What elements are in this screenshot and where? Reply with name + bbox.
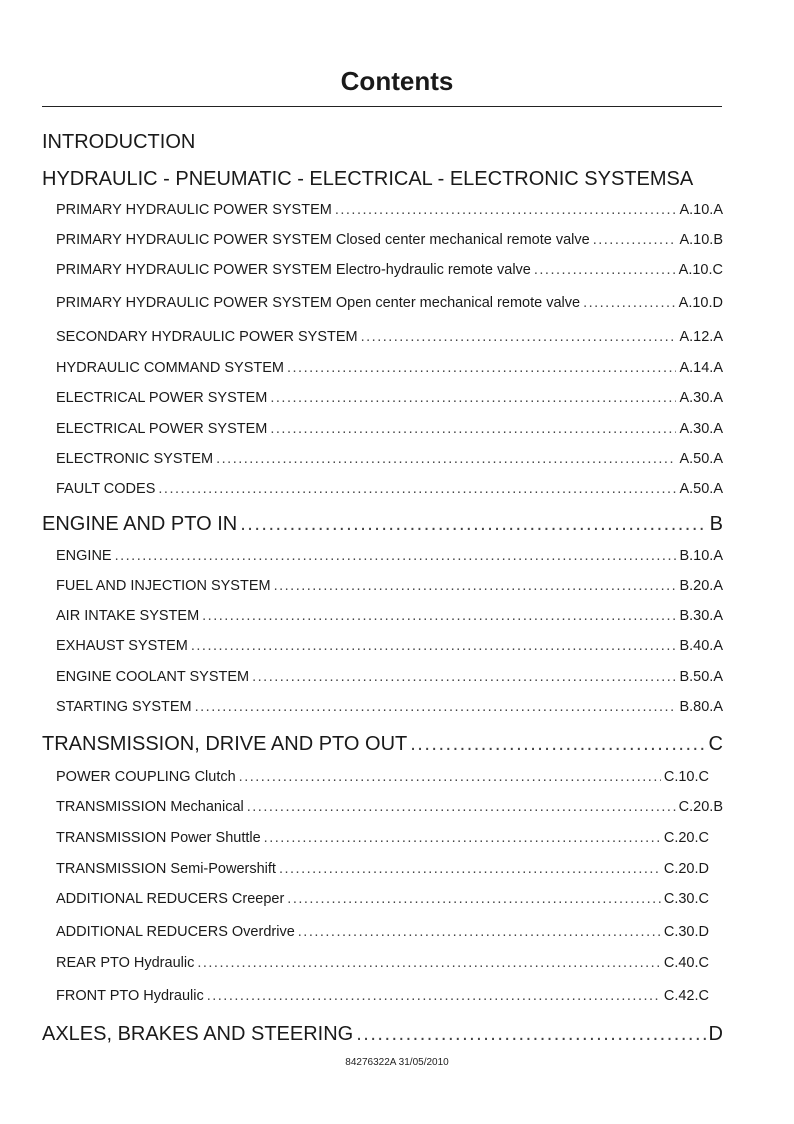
toc-entry[interactable] <box>56 451 723 467</box>
dot-leader <box>240 513 706 536</box>
toc-entry-code: B.30.A <box>679 608 723 624</box>
toc-entry-code: B.10.A <box>679 548 723 564</box>
toc-entry-code: C.20.B <box>678 799 723 815</box>
toc-section[interactable] <box>42 733 723 756</box>
toc-entry-label: PRIMARY HYDRAULIC POWER SYSTEM Open center mechanical remote valve <box>56 295 581 311</box>
dot-leader <box>195 699 677 715</box>
dot-leader <box>239 769 661 785</box>
toc-entry-label: ELECTRONIC SYSTEM <box>56 451 214 467</box>
dot-leader <box>202 608 676 624</box>
toc-entry-label: ENGINE <box>56 548 112 564</box>
toc-entry-code: A.50.A <box>679 451 723 467</box>
toc-entry[interactable] <box>56 669 723 685</box>
dot-leader <box>158 481 676 497</box>
toc-entry[interactable] <box>56 390 723 406</box>
toc-entry-code: A.10.B <box>679 232 723 248</box>
toc-entry-code: C.10.C <box>663 769 709 785</box>
toc-entry-code: C.20.C <box>663 830 709 846</box>
toc-entry[interactable] <box>56 638 723 654</box>
toc-entry-code: B.40.A <box>679 638 723 654</box>
toc-entry-code: A.50.A <box>679 481 723 497</box>
toc-entry[interactable] <box>56 924 723 940</box>
toc-entry[interactable] <box>56 578 723 594</box>
toc-entry-label: TRANSMISSION, DRIVE AND PTO OUT <box>42 733 408 755</box>
toc-entry[interactable] <box>56 262 723 278</box>
toc-entry-label: EXHAUST SYSTEM <box>56 638 188 654</box>
toc-entry-code: C.40.C <box>663 955 709 971</box>
toc-entry[interactable] <box>56 861 723 877</box>
toc-entry[interactable] <box>56 988 723 1004</box>
dot-leader <box>287 891 661 907</box>
toc-entry[interactable] <box>56 891 723 907</box>
toc-entry-code: A.10.D <box>678 295 723 311</box>
toc-entry-label: HYDRAULIC - PNEUMATIC - ELECTRICAL - ELECTRONIC SYSTEMSA <box>42 168 694 190</box>
dot-leader <box>279 861 661 877</box>
toc-entry-label: ELECTRICAL POWER SYSTEM <box>56 421 268 437</box>
toc-entry-label: INTRODUCTION <box>42 131 196 153</box>
dot-leader <box>274 578 677 594</box>
toc-entry-label: PRIMARY HYDRAULIC POWER SYSTEM Electro-hydraulic remote valve <box>56 262 531 278</box>
toc-entry-label: FAULT CODES <box>56 481 156 497</box>
dot-leader <box>270 390 676 406</box>
toc-entry-label: ELECTRICAL POWER SYSTEM <box>56 390 268 406</box>
toc-entry-label: POWER COUPLING Clutch <box>56 769 236 785</box>
dot-leader <box>197 955 661 971</box>
toc-section[interactable] <box>42 1023 723 1046</box>
toc-entry-code: B.50.A <box>679 669 723 685</box>
toc-entry-code: C <box>708 733 723 755</box>
toc-entry-label: STARTING SYSTEM <box>56 699 192 715</box>
toc-entry-code: A.10.A <box>679 202 723 218</box>
dot-leader <box>534 262 676 278</box>
toc-entry-label: PRIMARY HYDRAULIC POWER SYSTEM Closed center mechanical remote valve <box>56 232 590 248</box>
toc-entry-code: B <box>709 513 723 535</box>
toc-entry-label: ADDITIONAL REDUCERS Creeper <box>56 891 285 907</box>
toc-entry-label: ENGINE COOLANT SYSTEM <box>56 669 250 685</box>
toc-entry-code: A.10.C <box>678 262 723 278</box>
dot-leader <box>361 329 677 345</box>
toc-entry-label: FUEL AND INJECTION SYSTEM <box>56 578 271 594</box>
toc-entry-code: C.30.D <box>663 924 709 940</box>
toc-entry-label: ADDITIONAL REDUCERS Overdrive <box>56 924 295 940</box>
dot-leader <box>115 548 677 564</box>
toc-entry-code: A.30.A <box>679 421 723 437</box>
dot-leader <box>264 830 661 846</box>
toc-entry[interactable] <box>56 830 723 846</box>
toc-entry[interactable] <box>56 699 723 715</box>
toc-entry-code: D <box>708 1023 723 1045</box>
dot-leader <box>252 669 676 685</box>
toc-entry-label: TRANSMISSION Semi-Powershift <box>56 861 276 877</box>
title-rule <box>42 106 722 107</box>
toc-entry-code: A.14.A <box>679 360 723 376</box>
toc-entry-label: SECONDARY HYDRAULIC POWER SYSTEM <box>56 329 358 345</box>
toc-section[interactable] <box>42 131 723 154</box>
toc-entry-label: REAR PTO Hydraulic <box>56 955 195 971</box>
dot-leader <box>298 924 661 940</box>
dot-leader <box>356 1023 705 1046</box>
toc-entry[interactable] <box>56 360 723 376</box>
dot-leader <box>583 295 676 311</box>
dot-leader <box>593 232 677 248</box>
toc-entry-label: ENGINE AND PTO IN <box>42 513 238 535</box>
toc-entry-label: HYDRAULIC COMMAND SYSTEM <box>56 360 284 376</box>
toc-entry-label: TRANSMISSION Mechanical <box>56 799 244 815</box>
dot-leader <box>247 799 676 815</box>
dot-leader <box>191 638 677 654</box>
toc-entry-code: B.80.A <box>679 699 723 715</box>
toc-entry[interactable] <box>56 955 723 971</box>
toc-entry[interactable] <box>56 295 723 311</box>
toc-entry[interactable] <box>56 232 723 248</box>
toc-entry[interactable] <box>56 202 723 218</box>
toc-entry-code: C.42.C <box>663 988 709 1004</box>
toc-entry[interactable] <box>56 329 723 345</box>
dot-leader <box>335 202 677 218</box>
toc-entry-code: C.20.D <box>663 861 709 877</box>
toc-entry[interactable] <box>56 769 723 785</box>
toc-section[interactable] <box>42 513 723 536</box>
toc-section[interactable] <box>42 168 723 191</box>
dot-leader <box>287 360 676 376</box>
toc-entry-label: FRONT PTO Hydraulic <box>56 988 204 1004</box>
toc-entry[interactable] <box>56 608 723 624</box>
dot-leader <box>410 733 705 756</box>
footer-document-code: 84276322A 31/05/2010 <box>345 1057 449 1068</box>
toc-entry[interactable] <box>56 548 723 564</box>
toc-entry-label: TRANSMISSION Power Shuttle <box>56 830 261 846</box>
dot-leader <box>270 421 676 437</box>
toc-entry-code: B.20.A <box>679 578 723 594</box>
toc-entry[interactable] <box>56 481 723 497</box>
dot-leader <box>207 988 661 1004</box>
toc-entry-code: A.12.A <box>679 329 723 345</box>
toc-entry-code: A.30.A <box>679 390 723 406</box>
toc-entry[interactable] <box>56 799 723 815</box>
toc-entry[interactable] <box>56 421 723 437</box>
toc-entry-label: AXLES, BRAKES AND STEERING <box>42 1023 354 1045</box>
toc-entry-code: C.30.C <box>663 891 709 907</box>
toc-entry-label: PRIMARY HYDRAULIC POWER SYSTEM <box>56 202 332 218</box>
dot-leader <box>216 451 676 467</box>
page-title: Contents <box>340 66 454 96</box>
toc-entry-label: AIR INTAKE SYSTEM <box>56 608 200 624</box>
